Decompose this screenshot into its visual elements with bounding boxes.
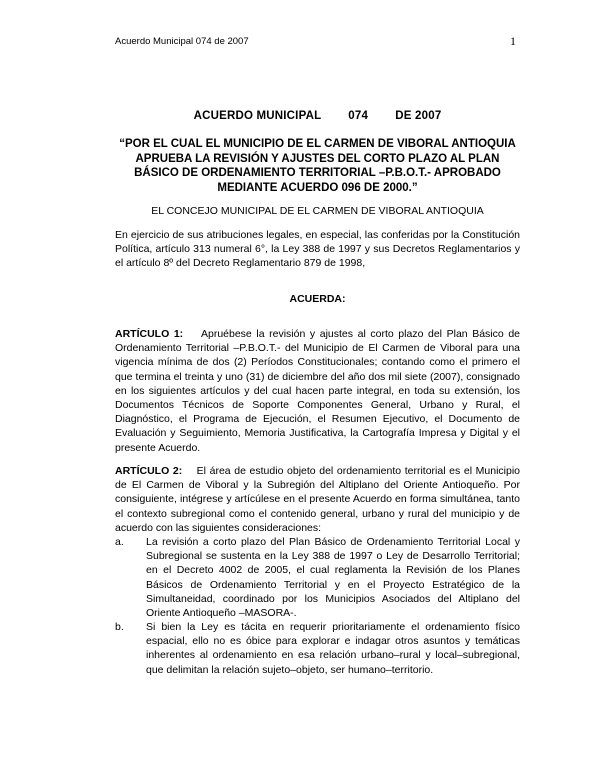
title-number: 074	[348, 110, 369, 122]
preamble-paragraph: En ejercicio de sus atribuciones legales, en especial, las conferidas por la Constitución Política, artículo 313 numeral 6°, la Ley 388 de 1997 y sus Decretos Reglamentarios y el artículo 8º del Decreto Reglamentario 879 de 1998,	[115, 229, 520, 270]
list-marker-b: b.	[115, 621, 124, 633]
list-marker-a: a.	[115, 536, 124, 548]
council-heading: EL CONCEJO MUNICIPAL DE EL CARMEN DE VIBORAL ANTIOQUIA	[151, 205, 484, 217]
article-2-label: ARTÍCULO 2:	[115, 465, 183, 477]
article-1-text: Apruébese la revisión y ajustes al corto plazo del Plan Básico de Ordenamiento Territorial –P.B.O.T.- del Municipio de El Carmen de Viboral para una vigencia mínima de dos (2) Períodos Constitucionales; contando como el primero el que termina el treinta y uno (31) de diciembre del año dos mil siete (2007), consignado en los siguientes artículos y del cual hacen parte integral, en toda su extensión, los Documentos Técnicos de Soporte Componentes General, Urbano y Rural, el Diagnóstico, el Programa de Ejecución, el Resumen Ejecutivo, el Documento de Evaluación y Seguimiento, Memoria Justificativa, la Cartografía Impresa y Digital y el presente Acuerdo.	[115, 328, 521, 454]
list-text-a: La revisión a corto plazo del Plan Básico de Ordenamiento Territorial Local y Subregional se sustenta en la Ley 388 de 1997 o Ley de Desarrollo Territorial; en el Decreto 4002 de 2005, el cual reglamenta la Revisión de los Planes Básicos de Ordenamiento Territorial y en el Proyecto Estratégico de la Simultaneidad, coordinado por los Municipios Asociados del Altiplano del Oriente Antioqueño –MASORA-.	[146, 536, 520, 620]
title-part2: DE 2007	[395, 110, 442, 122]
document-subtitle: “POR EL CUAL EL MUNICIPIO DE EL CARMEN DE VIBORAL ANTIOQUIA APRUEBA LA REVISIÓN Y AJUSTES DEL CORTO PLAZO AL PLAN BÁSICO DE ORDENAMIENTO TERRITORIAL –P.B.O.T.- APROBADO MEDIANTE ACUERDO 096 DE 2000.”	[119, 138, 516, 194]
page-number: 1	[510, 34, 516, 48]
document-title	[115, 110, 520, 122]
list-text-b: Si bien la Ley es tácita en requerir prioritariamente el ordenamiento físico espacial, ello no es óbice para explorar e indagar otros asuntos y temáticas inherentes al ordenamiento en esa relación urbano–rural y local–subregional, que delimitan la relación sujeto–objeto, ser humano–territorio.	[146, 621, 520, 676]
article-1	[115, 327, 520, 455]
acuerda-heading: ACUERDA:	[289, 293, 346, 305]
article-2	[115, 464, 520, 535]
running-header: Acuerdo Municipal 074 de 2007	[115, 36, 249, 47]
title-part1: ACUERDO MUNICIPAL	[193, 110, 322, 122]
article-1-label: ARTÍCULO 1:	[115, 328, 184, 340]
article-2-text: El área de estudio objeto del ordenamiento territorial es el Municipio de El Carmen de Viboral y la Subregión del Altiplano del Oriente Antioqueño. Por consiguiente, intégrese y artícúlese en el presente Acuerdo en forma simultánea, tanto el contexto subregional como el contenido general, urbano y rural del municipio y de acuerdo con las siguientes consideraciones:	[115, 465, 520, 534]
